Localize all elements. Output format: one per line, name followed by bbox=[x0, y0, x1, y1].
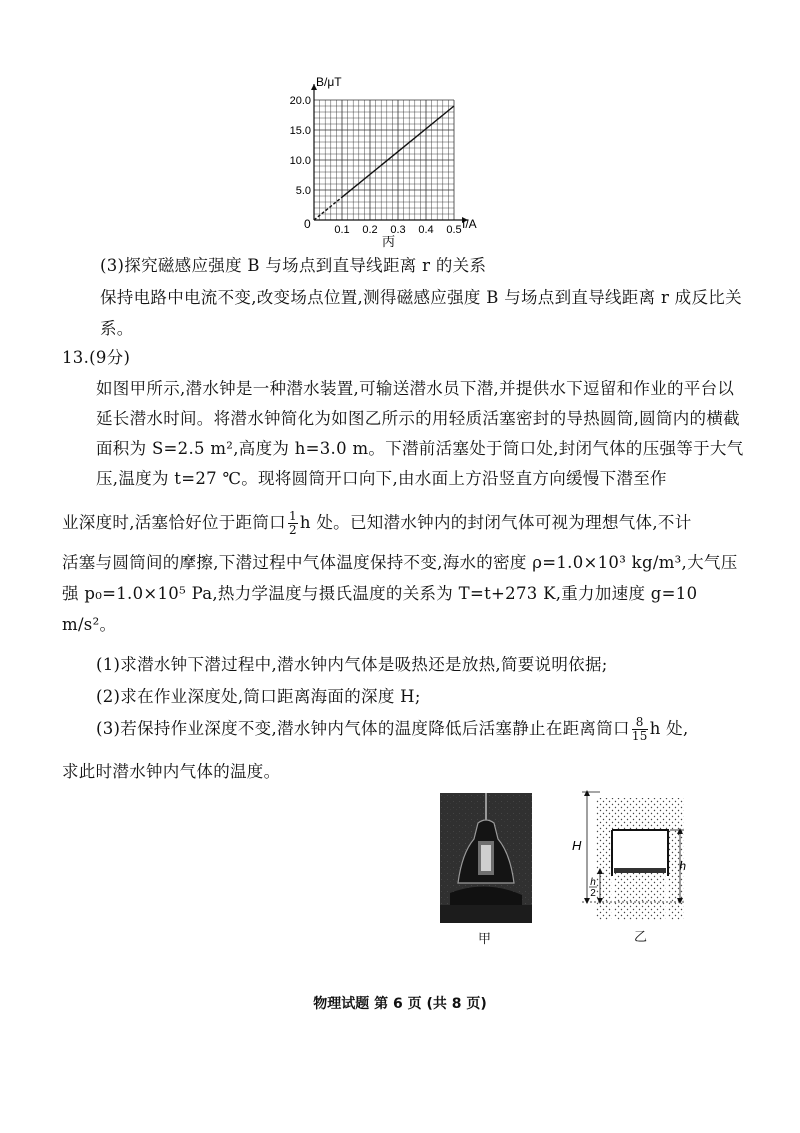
page-footer: 物理试题 第 6 页 (共 8 页) bbox=[313, 996, 487, 1012]
x-tick-label: 0.4 bbox=[418, 224, 434, 236]
label-h-half-num: h bbox=[590, 877, 596, 888]
question-13-header: 13.(9分) bbox=[62, 348, 131, 367]
half-fraction bbox=[288, 510, 298, 537]
section3-body: 保持电路中电流不变,改变场点位置,测得磁感应强度 B 与场点到直导线距离 r 成反比关系。 bbox=[100, 288, 742, 338]
series-line-dashed bbox=[314, 197, 342, 220]
q13-paragraph-3: 活塞与圆筒间的摩擦,下潜过程中气体温度保持不变,海水的密度 ρ=1.0×10³ kg/m³,大气压强 p₀=1.0×10⁵ Pa,热力学温度与摄氏温度的关系为 T=t+273 K,重力加速度 g=10 m/s²。 bbox=[62, 553, 738, 634]
y-tick-label: 5.0 bbox=[295, 185, 311, 197]
q13-paragraph-2 bbox=[62, 508, 742, 538]
origin-label: 0 bbox=[304, 217, 311, 231]
y-tick-label: 10.0 bbox=[290, 155, 311, 167]
diving-bell-diagram bbox=[560, 788, 690, 938]
q3-text-a: (3)若保持作业深度不变,潜水钟内气体的温度降低后活塞静止在距离筒口 bbox=[96, 719, 630, 738]
label-h-half-den: 2 bbox=[590, 888, 596, 899]
section3-heading: (3)探究磁感应强度 B 与场点到直导线距离 r 的关系 bbox=[100, 256, 487, 275]
eight-fifteenths-fraction bbox=[632, 716, 648, 743]
sub-question-2: (2)求在作业深度处,筒口距离海面的深度 H; bbox=[96, 687, 421, 706]
label-H: H bbox=[572, 838, 582, 853]
diagram-caption: 乙 bbox=[634, 930, 648, 945]
sub-question-3 bbox=[96, 715, 776, 743]
q13-paragraph-1: 如图甲所示,潜水钟是一种潜水装置,可输送潜水员下潜,并提供水下逗留和作业的平台以延长潜水时间。将潜水钟简化为如图乙所示的用轻质活塞密封的导热圆筒,圆筒内的横截面积为 S=2.5 m²,高度为 h=3.0 m。下潜前活塞处于筒口处,封闭气体的压强等于大气压,温度为 t=27 ℃。现将圆筒开口向下,由水面上方沿竖直方向缓慢下潜至作 bbox=[96, 379, 744, 488]
photo-caption: 甲 bbox=[478, 932, 492, 947]
half-denominator: 2 bbox=[288, 523, 297, 537]
b-i-chart bbox=[290, 70, 490, 255]
q3-text-b: h 处, bbox=[649, 719, 689, 738]
x-tick-label: 0.3 bbox=[390, 224, 406, 236]
y-tick-label: 15.0 bbox=[290, 125, 311, 137]
x-tick-label: 0.5 bbox=[446, 224, 462, 236]
frac-denominator: 15 bbox=[631, 729, 648, 743]
label-h: h bbox=[679, 859, 686, 873]
x-axis-label: I/A bbox=[462, 217, 477, 231]
frac-numerator: 8 bbox=[632, 716, 648, 730]
sub-question-1: (1)求潜水钟下潜过程中,潜水钟内气体是吸热还是放热,简要说明依据; bbox=[96, 655, 608, 674]
q13-p2-text-a: 业深度时,活塞恰好位于距筒口 bbox=[62, 513, 286, 532]
sub-question-3-cont: 求此时潜水钟内气体的温度。 bbox=[62, 762, 281, 781]
chart-caption: 丙 bbox=[382, 234, 396, 249]
y-tick-label: 20.0 bbox=[290, 95, 311, 107]
q13-p2-text-b: h 处。已知潜水钟内的封闭气体可视为理想气体,不计 bbox=[299, 513, 692, 532]
y-axis-label: B/μT bbox=[316, 75, 342, 89]
diving-bell-photo bbox=[440, 793, 532, 923]
x-tick-label: 0.1 bbox=[334, 224, 350, 236]
chart-series bbox=[314, 106, 454, 220]
half-numerator: 1 bbox=[288, 509, 297, 523]
x-tick-label: 0.2 bbox=[362, 224, 378, 236]
